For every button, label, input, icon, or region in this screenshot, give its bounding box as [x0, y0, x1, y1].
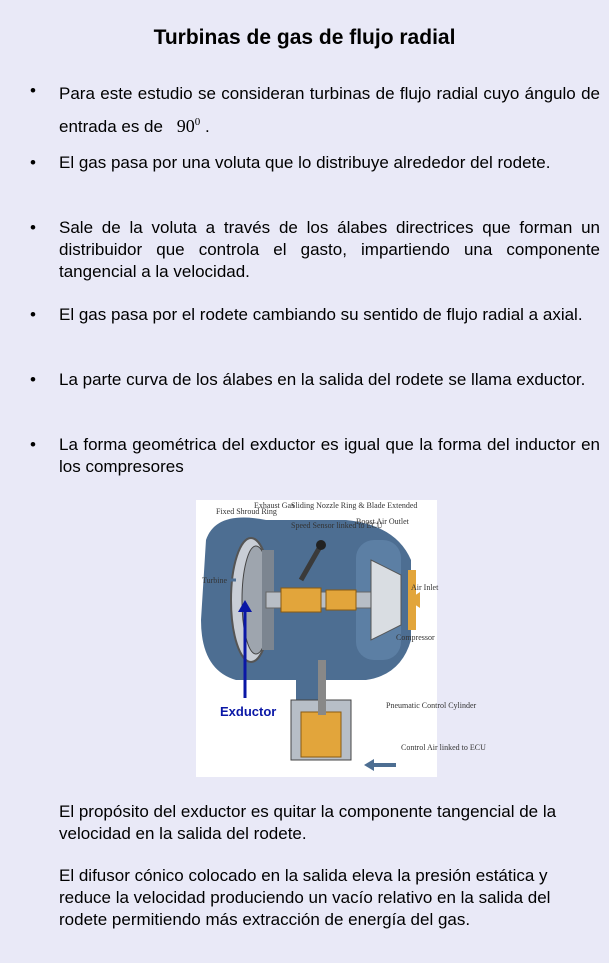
label-boost-air: Boost Air Outlet: [356, 517, 409, 526]
bullet-symbol: •: [30, 81, 36, 100]
bullet-text: El gas pasa por el rodete cambiando su sentido de flujo radial a axial.: [59, 305, 583, 324]
bullet-item: [30, 304, 600, 326]
turbocharger-diagram: [196, 500, 486, 777]
turbocharger-illustration: [196, 500, 486, 777]
bullet-symbol: •: [30, 370, 36, 389]
bullet-text: El gas pasa por una voluta que lo distribuye alrededor del rodete.: [59, 153, 551, 172]
label-turbine: Turbine: [202, 576, 228, 585]
label-speed-sensor: Speed Sensor linked to ECU: [291, 521, 383, 530]
bullet-symbol: •: [30, 218, 36, 237]
angle-suffix: .: [204, 117, 210, 136]
label-pneumatic: Pneumatic Control Cylinder: [386, 701, 477, 710]
bullet-text: Sale de la voluta a través de los álabes directrices que forman un distribuidor que controla el gasto, impartiendo una componente tangencial a la velocidad.: [59, 218, 600, 281]
bullet-text: La forma geométrica del exductor es igual que la forma del inductor en los compresores: [59, 435, 600, 476]
label-compressor: Compressor: [396, 633, 435, 642]
bullet-text: La parte curva de los álabes en la salida del rodete se llama exductor.: [59, 370, 586, 389]
bullet-text: Para este estudio se consideran turbinas de flujo radial cuyo ángulo de entrada es de: [59, 84, 600, 136]
bullet-item: [30, 217, 600, 283]
label-exhaust-gas: Exhaust Gas: [254, 501, 295, 510]
bullet-symbol: •: [30, 153, 36, 172]
label-control-air: Control Air linked to ECU: [401, 743, 486, 752]
bullet-item: [30, 80, 600, 141]
page-title: Turbinas de gas de flujo radial: [153, 26, 456, 49]
bullet-symbol: •: [30, 305, 36, 324]
bullet-item: [30, 369, 600, 391]
label-air-inlet: Air Inlet: [411, 583, 439, 592]
label-fixed-shroud: Fixed Shroud Ring: [216, 507, 277, 516]
paragraph-diffuser: El difusor cónico colocado en la salida eleva la presión estática y reduce la velocidad produciendo un vacío relativo en la salida del rodete permitiendo más extracción de energía del gas.: [59, 866, 551, 929]
paragraph-exductor-purpose: El propósito del exductor es quitar la componente tangencial de la velocidad en la salida del rodete.: [59, 802, 557, 843]
bullet-item: [30, 434, 600, 478]
bullet-symbol: •: [30, 435, 36, 454]
exductor-label: Exductor: [220, 704, 277, 719]
angle-value: $90^0$: [176, 116, 201, 136]
label-sliding-nozzle: Sliding Nozzle Ring & Blade Extended: [291, 501, 418, 510]
bullet-item: [30, 152, 600, 174]
pneumatic-cylinder: [301, 712, 341, 757]
